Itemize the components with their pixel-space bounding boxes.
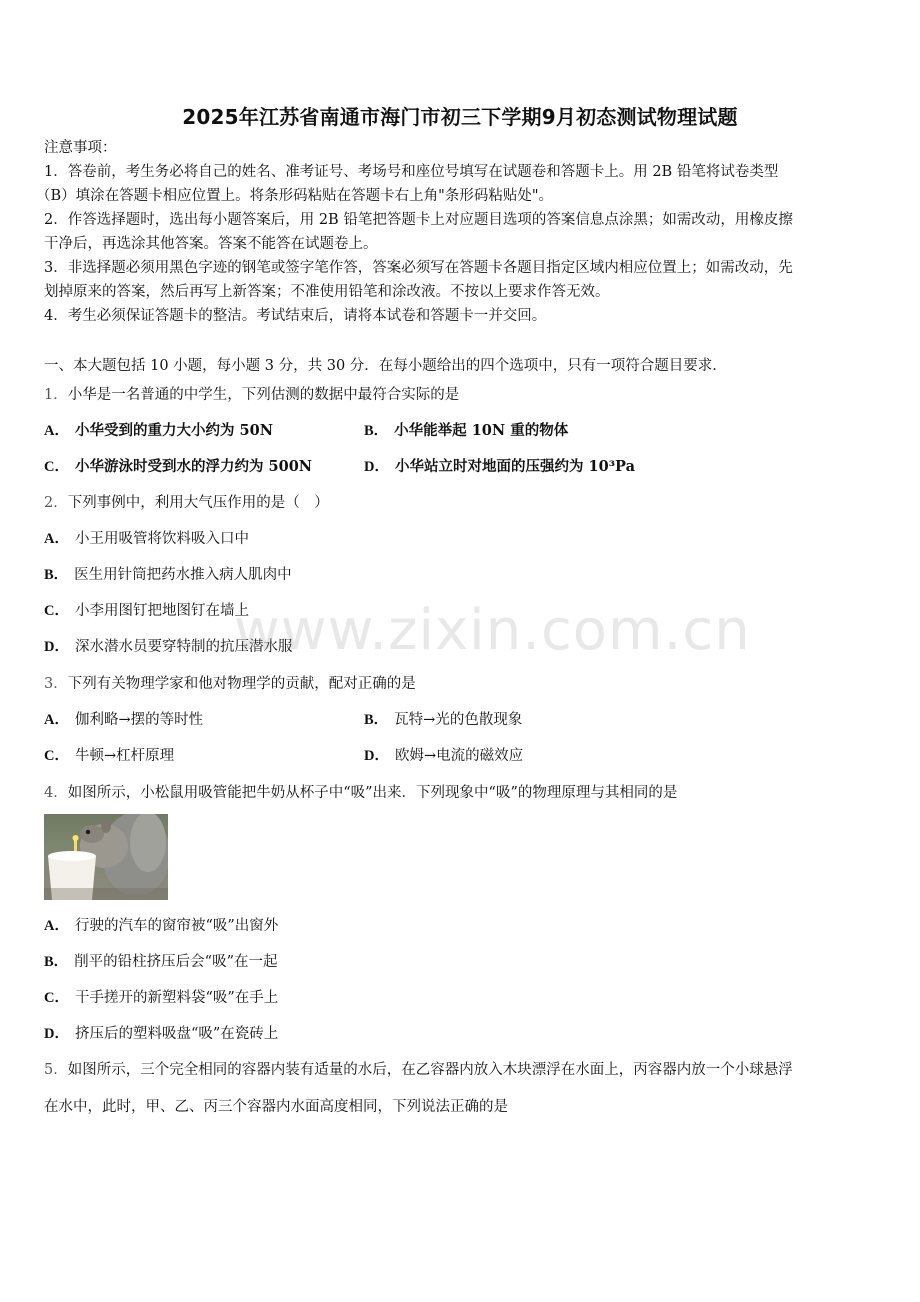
- question-3-stem: [44, 674, 416, 694]
- option-letter: B．: [44, 954, 69, 970]
- option-letter: A．: [44, 918, 69, 934]
- option-text: 深水潜水员要穿特制的抗压潜水服: [74, 639, 293, 655]
- question-2-stem: [44, 493, 329, 513]
- option-letter: D．: [44, 1026, 69, 1042]
- watermark: www.zixin.com.cn: [234, 598, 751, 663]
- question-5-stem-line-2: 在水中，此时，甲、乙、丙三个容器内水面高度相同，下列说法正确的是: [44, 1099, 508, 1115]
- note-item-2-line-2: 干净后，再选涂其他答案。答案不能答在试题卷上。: [44, 236, 378, 252]
- option-text: 小华游泳时受到水的浮力约为 500N: [74, 458, 313, 475]
- question-4-stem: [44, 783, 677, 803]
- question-4-option-c: [44, 988, 278, 1008]
- question-text: 下列有关物理学家和他对物理学的贡献，配对正确的是: [67, 676, 416, 692]
- question-4-option-a: [44, 916, 278, 936]
- note-item-3-line-2: 划掉原来的答案，然后再写上新答案；不准使用铅笔和涂改液。不按以上要求作答无效。: [44, 284, 610, 300]
- question-4-option-d: [44, 1024, 278, 1044]
- option-text: 小华站立时对地面的压强约为 10³Pa: [394, 458, 635, 475]
- option-letter: C．: [44, 459, 69, 475]
- option-text: 医生用针筒把药水推入病人肌肉中: [74, 567, 292, 583]
- note-item-4: 4．考生必须保证答题卡的整洁。考试结束后，请将本试卷和答题卡一并交回。: [44, 308, 547, 324]
- question-number: 2．: [44, 495, 68, 511]
- option-text: 伽利略→摆的等时性: [74, 712, 204, 728]
- option-letter: D．: [364, 459, 389, 475]
- option-letter: B．: [44, 567, 69, 583]
- question-text: 如图所示，三个完全相同的容器内装有适量的水后，在乙容器内放入木块漂浮在水面上，丙容器内放一个小球悬浮: [67, 1062, 793, 1078]
- option-letter: A．: [44, 531, 69, 547]
- page-title: 2025年江苏省南通市海门市初三下学期9月初态测试物理试题: [182, 105, 738, 129]
- option-text: 瓦特→光的色散现象: [394, 712, 523, 728]
- question-3-option-a: [44, 710, 203, 730]
- option-letter: A．: [44, 712, 69, 728]
- option-letter: B．: [364, 712, 389, 728]
- option-letter: B．: [364, 423, 389, 439]
- question-1-option-c: [44, 457, 312, 477]
- question-text: 下列事例中，利用大气压作用的是（ ）: [67, 495, 329, 511]
- question-3-option-d: [364, 746, 523, 766]
- option-text: 欧姆→电流的磁效应: [394, 748, 524, 764]
- notes-heading: 注意事项：: [44, 140, 117, 156]
- option-letter: C．: [44, 603, 69, 619]
- option-text: 小华受到的重力大小约为 50N: [74, 422, 273, 439]
- question-text: 如图所示，小松鼠用吸管能把牛奶从杯子中“吸”出来．下列现象中“吸”的物理原理与其相同的是: [67, 785, 678, 801]
- option-text: 小华能举起 10N 重的物体: [394, 422, 569, 439]
- question-number: 5．: [44, 1062, 68, 1078]
- question-1-option-b: [364, 421, 568, 441]
- option-text: 牛顿→杠杆原理: [74, 748, 175, 764]
- note-item-1-line-2: （B）填涂在答题卡相应位置上。将条形码粘贴在答题卡右上角"条形码粘贴处"。: [36, 188, 553, 204]
- option-letter: D．: [364, 748, 389, 764]
- question-number: 4．: [44, 785, 68, 801]
- section-heading: 一、本大题包括 10 小题，每小题 3 分，共 30 分．在每小题给出的四个选项中，只有一项符合题目要求．: [44, 358, 727, 374]
- option-letter: A．: [44, 423, 69, 439]
- question-2-option-c: [44, 601, 249, 621]
- question-1-stem: [44, 385, 459, 405]
- option-text: 行驶的汽车的窗帘被“吸”出窗外: [74, 918, 279, 934]
- question-4-option-b: [44, 952, 278, 972]
- squirrel-milk-photo: [44, 814, 168, 900]
- question-text: 小华是一名普通的中学生，下列估测的数据中最符合实际的是: [67, 387, 460, 403]
- option-letter: C．: [44, 748, 69, 764]
- option-letter: C．: [44, 990, 69, 1006]
- option-text: 削平的铅柱挤压后会“吸”在一起: [74, 954, 278, 970]
- option-text: 挤压后的塑料吸盘“吸”在瓷砖上: [74, 1026, 279, 1042]
- option-text: 小王用吸管将饮料吸入口中: [74, 531, 249, 547]
- option-letter: D．: [44, 639, 69, 655]
- question-1-option-d: [364, 457, 635, 477]
- question-number: 3．: [44, 676, 68, 692]
- question-2-option-a: [44, 529, 249, 549]
- question-3-option-b: [364, 710, 522, 730]
- question-5-stem-line-1: [44, 1060, 793, 1080]
- note-item-3-line-1: 3．非选择题必须用黑色字迹的钢笔或签字笔作答，答案必须写在答题卡各题目指定区域内相应位置上；如需改动，先: [44, 260, 793, 276]
- note-item-2-line-1: 2．作答选择题时，选出每小题答案后，用 2B 铅笔把答题卡上对应题目选项的答案信息点涂黑；如需改动，用橡皮擦: [44, 212, 793, 228]
- option-text: 小李用图钉把地图钉在墙上: [74, 603, 249, 619]
- note-item-1-line-1: 1．答卷前，考生务必将自己的姓名、准考证号、考场号和座位号填写在试题卷和答题卡上。用 2B 铅笔将试卷类型: [44, 164, 779, 180]
- question-number: 1．: [44, 387, 68, 403]
- question-2-option-b: [44, 565, 292, 585]
- question-3-option-c: [44, 746, 174, 766]
- question-1-option-a: [44, 421, 273, 441]
- option-text: 干手搓开的新塑料袋“吸”在手上: [74, 990, 279, 1006]
